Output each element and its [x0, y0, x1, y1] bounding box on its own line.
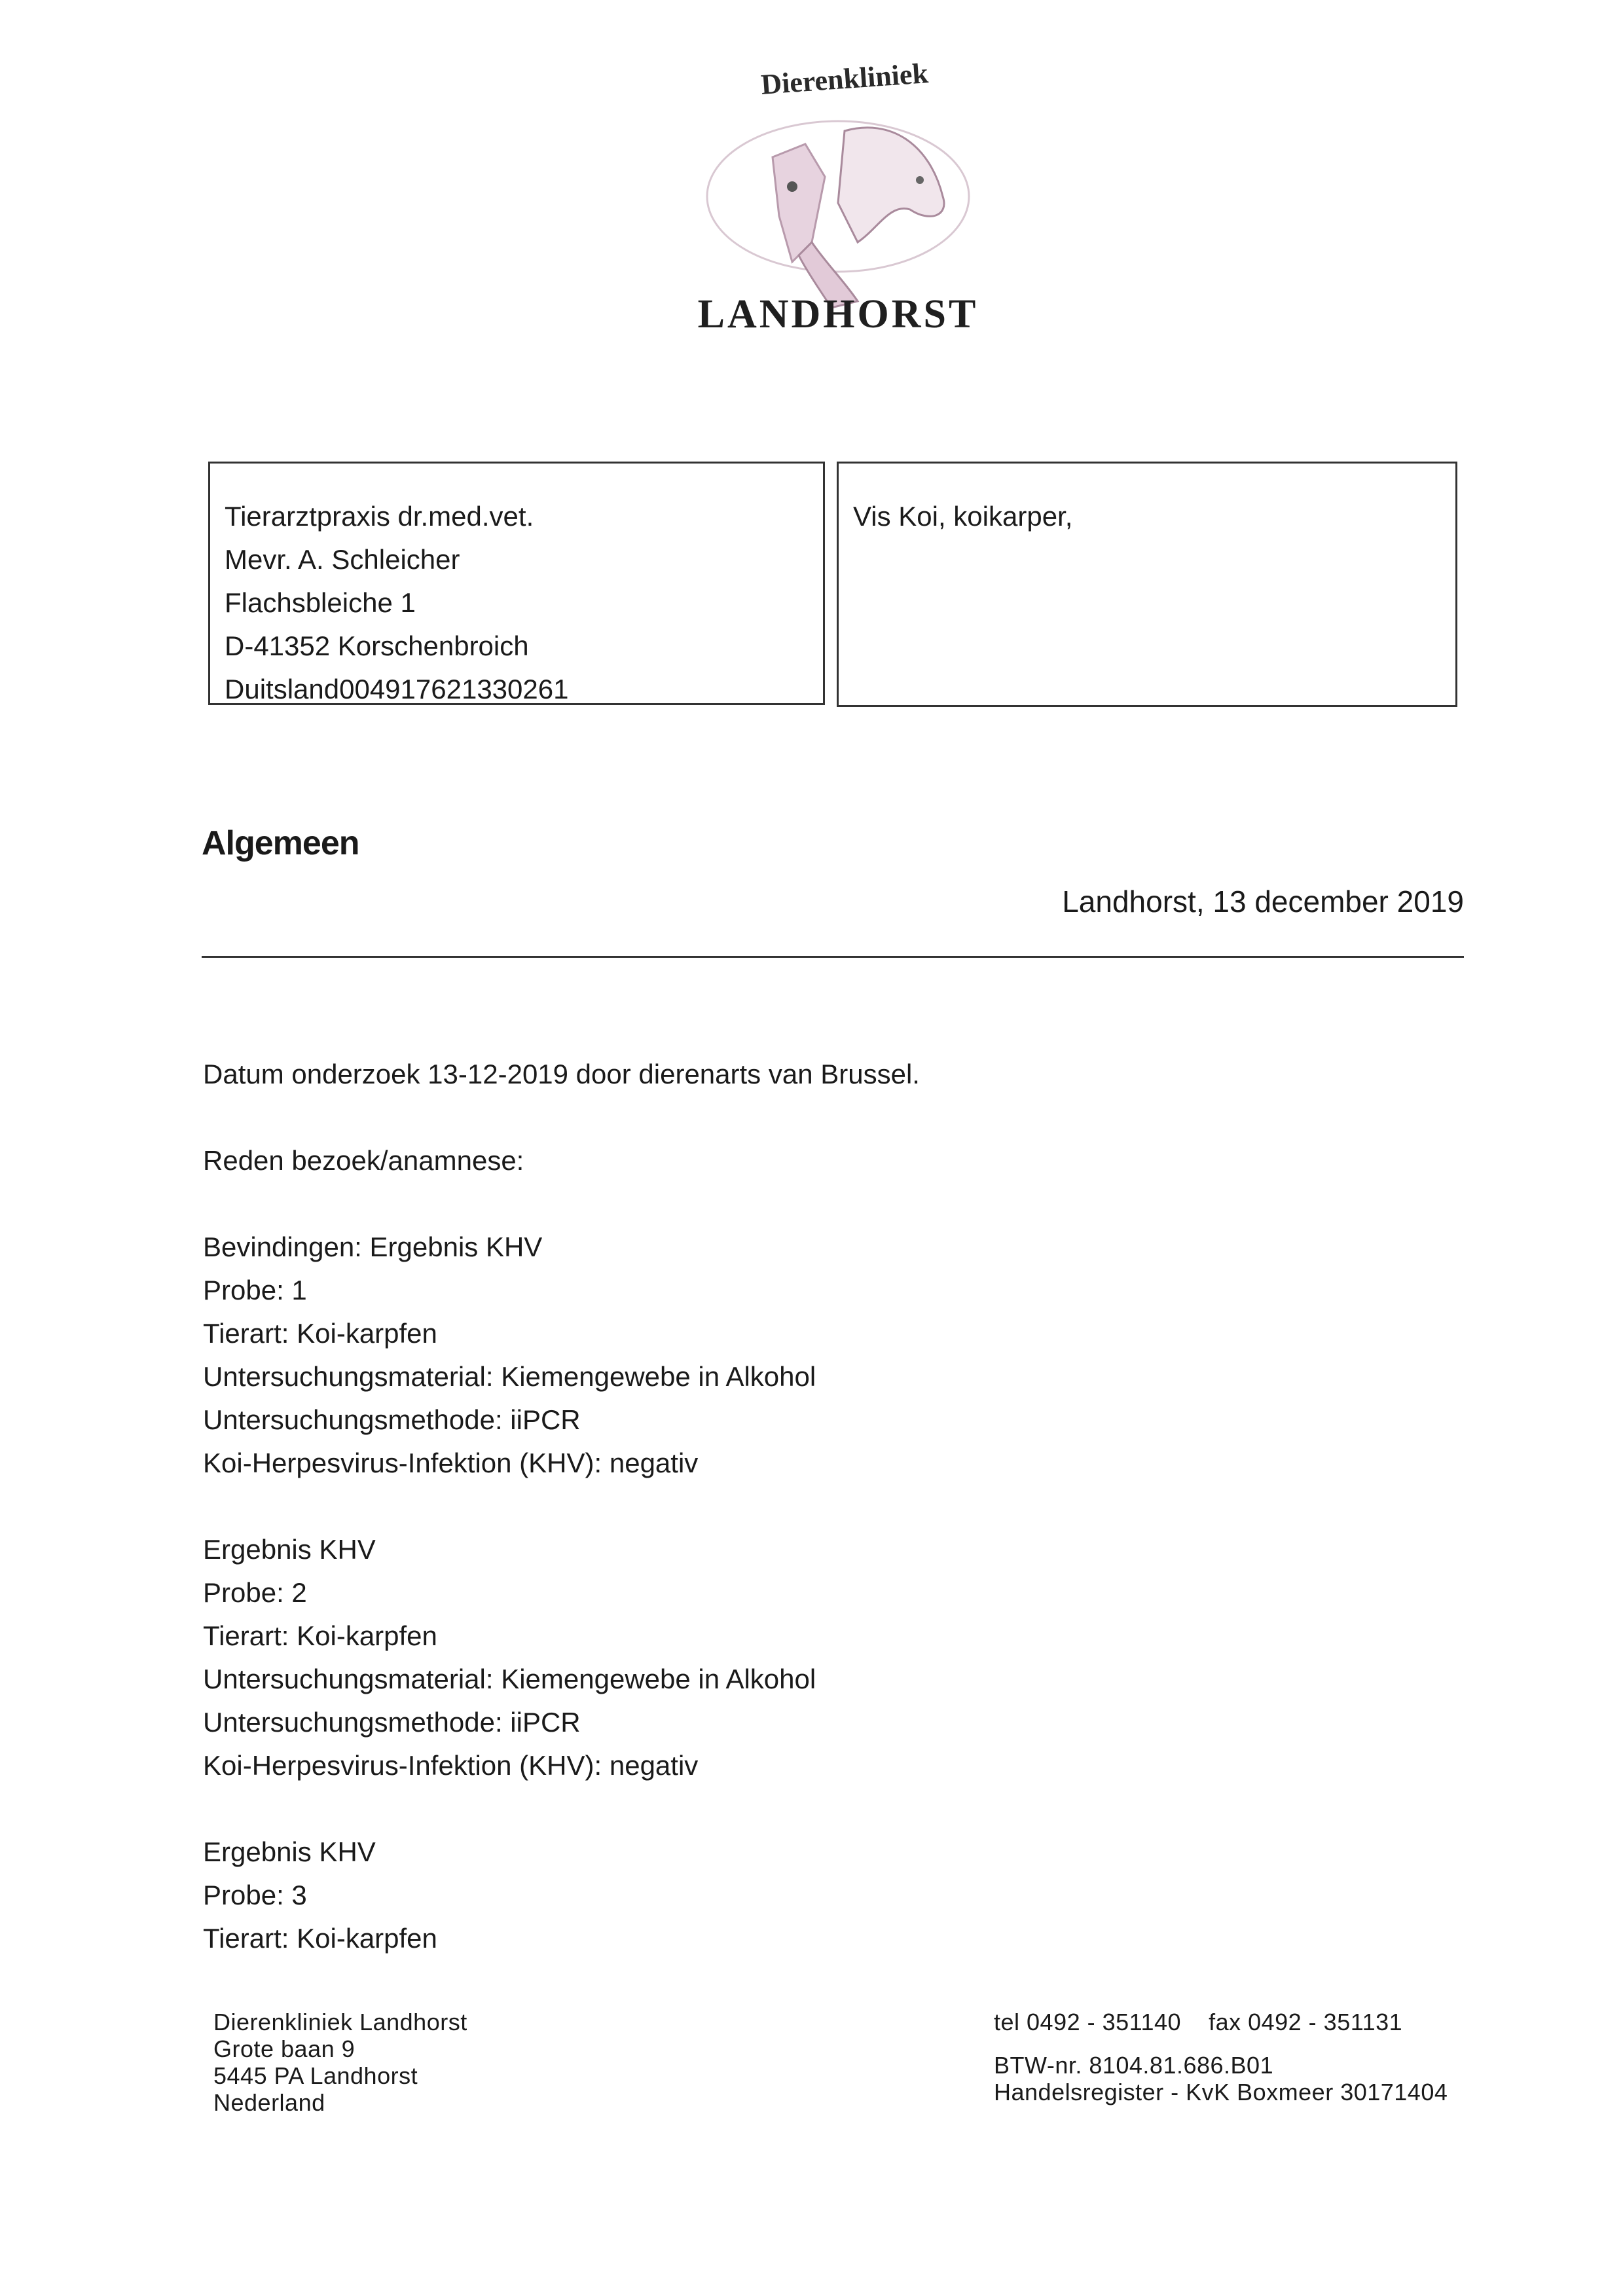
footer-address-line: Dierenkliniek Landhorst [213, 2009, 467, 2035]
report-body [203, 1053, 920, 1960]
footer-address-line: Nederland [213, 2089, 325, 2116]
recipient-address-box [208, 462, 825, 705]
patient-box [837, 462, 1457, 707]
recipient-line: Duitsland004917621330261 [225, 674, 569, 704]
footer-kvk: Handelsregister - KvK Boxmeer 30171404 [994, 2079, 1448, 2105]
logo-title-top: Dierenkliniek [759, 57, 930, 101]
result-line: Tierart: Koi-karpfen [203, 1620, 437, 1651]
result-line: Ergebnis KHV [203, 1836, 376, 1867]
horizontal-rule [202, 956, 1464, 958]
section-heading: Algemeen [202, 824, 359, 862]
result-line: Tierart: Koi-karpfen [203, 1318, 437, 1349]
result-line: Untersuchungsmaterial: Kiemengewebe in Alkohol [203, 1361, 816, 1392]
footer-contact [994, 2009, 1448, 2105]
result-line: Tierart: Koi-karpfen [203, 1923, 437, 1954]
result-line: Untersuchungsmethode: iiPCR [203, 1707, 581, 1738]
footer-address-line: Grote baan 9 [213, 2035, 356, 2062]
recipient-line: Flachsbleiche 1 [225, 587, 416, 618]
result-line: Untersuchungsmaterial: Kiemengewebe in Alkohol [203, 1664, 816, 1694]
result-line: Probe: 3 [203, 1880, 307, 1910]
footer-address-line: 5445 PA Landhorst [213, 2062, 418, 2089]
recipient-line: Tierarztpraxis dr.med.vet. [225, 501, 534, 532]
recipient-line: D-41352 Korschenbroich [225, 630, 529, 661]
reason-line: Reden bezoek/anamnese: [203, 1145, 524, 1176]
result-line: Probe: 2 [203, 1577, 307, 1608]
result-line: Probe: 1 [203, 1275, 307, 1305]
recipient-line: Mevr. A. Schleicher [225, 544, 460, 575]
exam-line: Datum onderzoek 13-12-2019 door dierenarts van Brussel. [203, 1059, 920, 1089]
result-line: Bevindingen: Ergebnis KHV [203, 1231, 543, 1262]
result-line: Ergebnis KHV [203, 1534, 376, 1565]
footer-phone: tel 0492 - 351140 fax 0492 - 351131 [994, 2009, 1403, 2035]
result-line: Koi-Herpesvirus-Infektion (KHV): negativ [203, 1750, 699, 1781]
footer-btw: BTW-nr. 8104.81.686.B01 [994, 2052, 1274, 2079]
logo-title-bottom: LANDHORST [697, 292, 979, 337]
result-line: Untersuchungsmethode: iiPCR [203, 1404, 581, 1435]
patient-text: Vis Koi, koikarper, [853, 501, 1073, 532]
footer-address [213, 2009, 467, 2116]
date-line: Landhorst, 13 december 2019 [1062, 884, 1464, 919]
result-line: Koi-Herpesvirus-Infektion (KHV): negativ [203, 1448, 699, 1478]
